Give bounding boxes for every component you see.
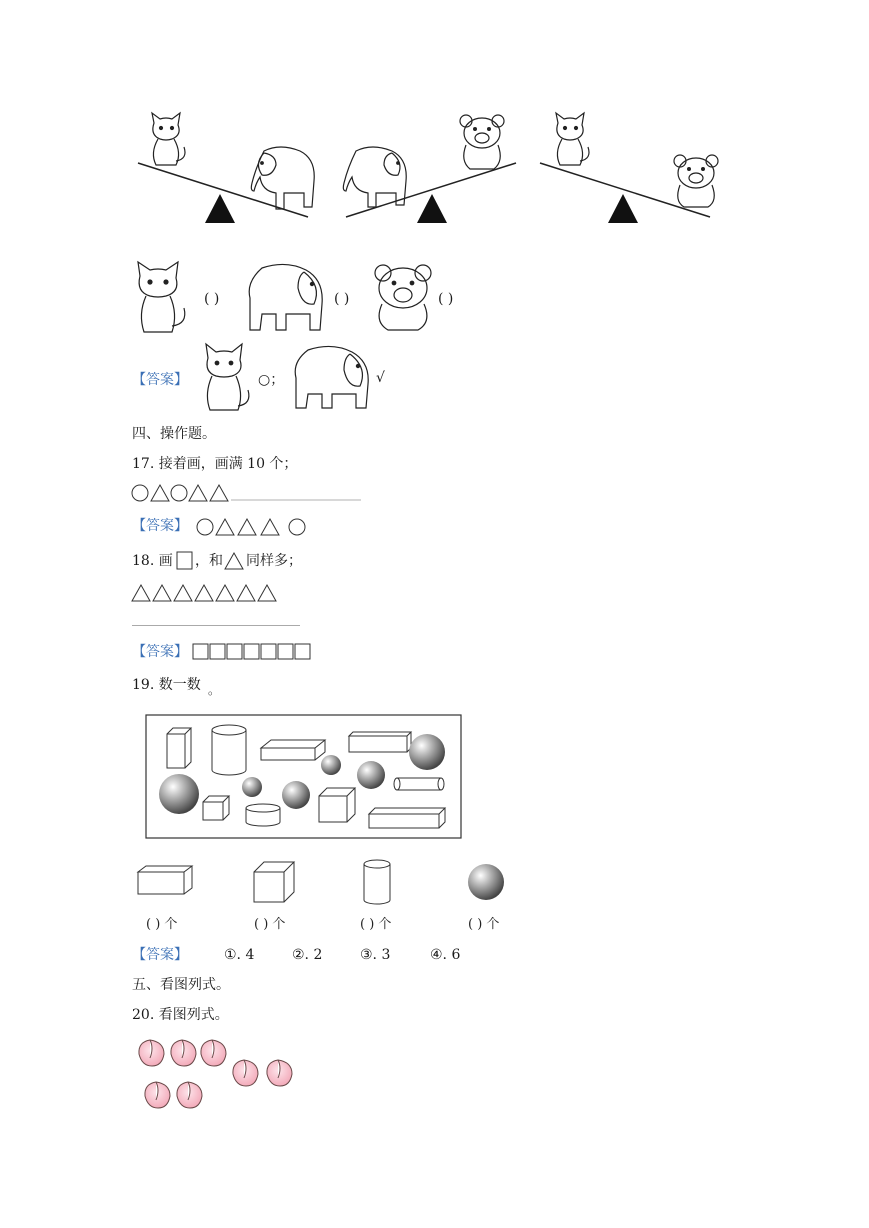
q19-dot: 。 [208,683,221,697]
peach-icon [171,1040,196,1066]
peach-icon [267,1060,292,1086]
triangle-icon [238,519,256,535]
triangle-icon [153,585,171,601]
answer-circle: ○； [258,372,285,388]
bear-blank[interactable]: ( ) [438,291,454,307]
square-icon [193,644,208,659]
elephant-icon [251,147,314,209]
cat-icon [556,113,589,165]
cuboid-icon [136,860,196,898]
q19-answer-2: ②. 2 [292,947,323,963]
sphere-icon [466,862,506,902]
balance-scale-1 [138,113,314,223]
answer-check: √ [376,370,385,386]
cat-option-icon [132,262,192,334]
balance-scales-figure [130,105,740,230]
triangle-icon [258,585,276,601]
circle-icon [171,485,187,501]
teddy-bear-icon [460,115,504,169]
q19-answer-tag: 【答案】 [132,947,188,963]
answer-tag: 【答案】 [132,372,188,388]
sphere-shape [282,781,310,809]
square-icon [295,644,310,659]
cube-icon [252,860,296,904]
peach-icon [139,1040,164,1066]
sphere-shape [159,774,199,814]
triangle-icon [237,585,255,601]
sphere-shape [321,755,341,775]
triangle-icon [174,585,192,601]
peach-icon [145,1082,170,1108]
answer-cat-icon [200,344,254,412]
section4-title: 四、操作题。 [132,426,216,442]
sphere-shape [242,777,262,797]
triangle-icon [210,485,228,501]
circle-icon [289,519,305,535]
triangle-icon [132,585,150,601]
section5-title: 五、看图列式。 [132,977,230,993]
peach-icon [177,1082,202,1108]
q18-answer-tag: 【答案】 [132,644,188,660]
q19-answer-4: ④. 6 [430,947,461,963]
square-icon [261,644,276,659]
cube-count-blank[interactable]: ( ) 个 [254,917,286,932]
q18-middle: ，和 [195,553,223,569]
q17-answer-shapes [196,517,308,537]
q17-answer-tag: 【答案】 [132,518,188,534]
circle-icon [197,519,213,535]
triangle-icon [195,585,213,601]
square-icon [176,551,194,571]
q20-text: 20. 看图列式。 [132,1007,229,1023]
square-icon [278,644,293,659]
sphere-shape [409,734,445,770]
elephant-blank[interactable]: ( ) [334,291,350,307]
triangle-icon [224,551,246,571]
cuboid-count-blank[interactable]: ( ) 个 [146,917,178,932]
q17-pattern [131,484,363,504]
q19-answer-3: ③. 3 [360,947,391,963]
q18-answer-line[interactable] [132,625,300,626]
q18-prefix: 18. 画 [132,553,173,569]
cylinder-icon [362,858,392,908]
teddy-bear-icon [674,155,718,207]
balance-scale-3 [540,113,718,223]
triangle-icon [151,485,169,501]
q18-answer-squares [192,642,316,662]
q18-triangles [131,583,281,603]
q19-answer-1: ①. 4 [224,947,255,963]
peach-icon [233,1060,258,1086]
square-icon [244,644,259,659]
q20-peaches-figure [136,1036,302,1116]
answer-elephant-icon [290,346,374,412]
peach-icon [201,1040,226,1066]
cat-icon [152,113,185,165]
circle-icon [132,485,148,501]
cat-blank[interactable]: ( ) [204,291,220,307]
triangle-icon [189,485,207,501]
q17-text: 17. 接着画，画满 10 个； [132,456,298,472]
elephant-option-icon [242,264,328,334]
triangle-icon [261,519,279,535]
square-icon [210,644,225,659]
q19-text: 19. 数一数 [132,677,201,693]
q18-suffix: 同样多； [246,553,302,569]
sphere-count-blank[interactable]: ( ) 个 [468,917,500,932]
balance-scale-2 [343,115,516,223]
square-icon [227,644,242,659]
elephant-icon [343,147,406,207]
triangle-icon [216,585,234,601]
sphere-shape [357,761,385,789]
cylinder-count-blank[interactable]: ( ) 个 [360,917,392,932]
bear-option-icon [374,264,432,332]
triangle-icon [216,519,234,535]
q19-shapes-figure [145,714,463,840]
